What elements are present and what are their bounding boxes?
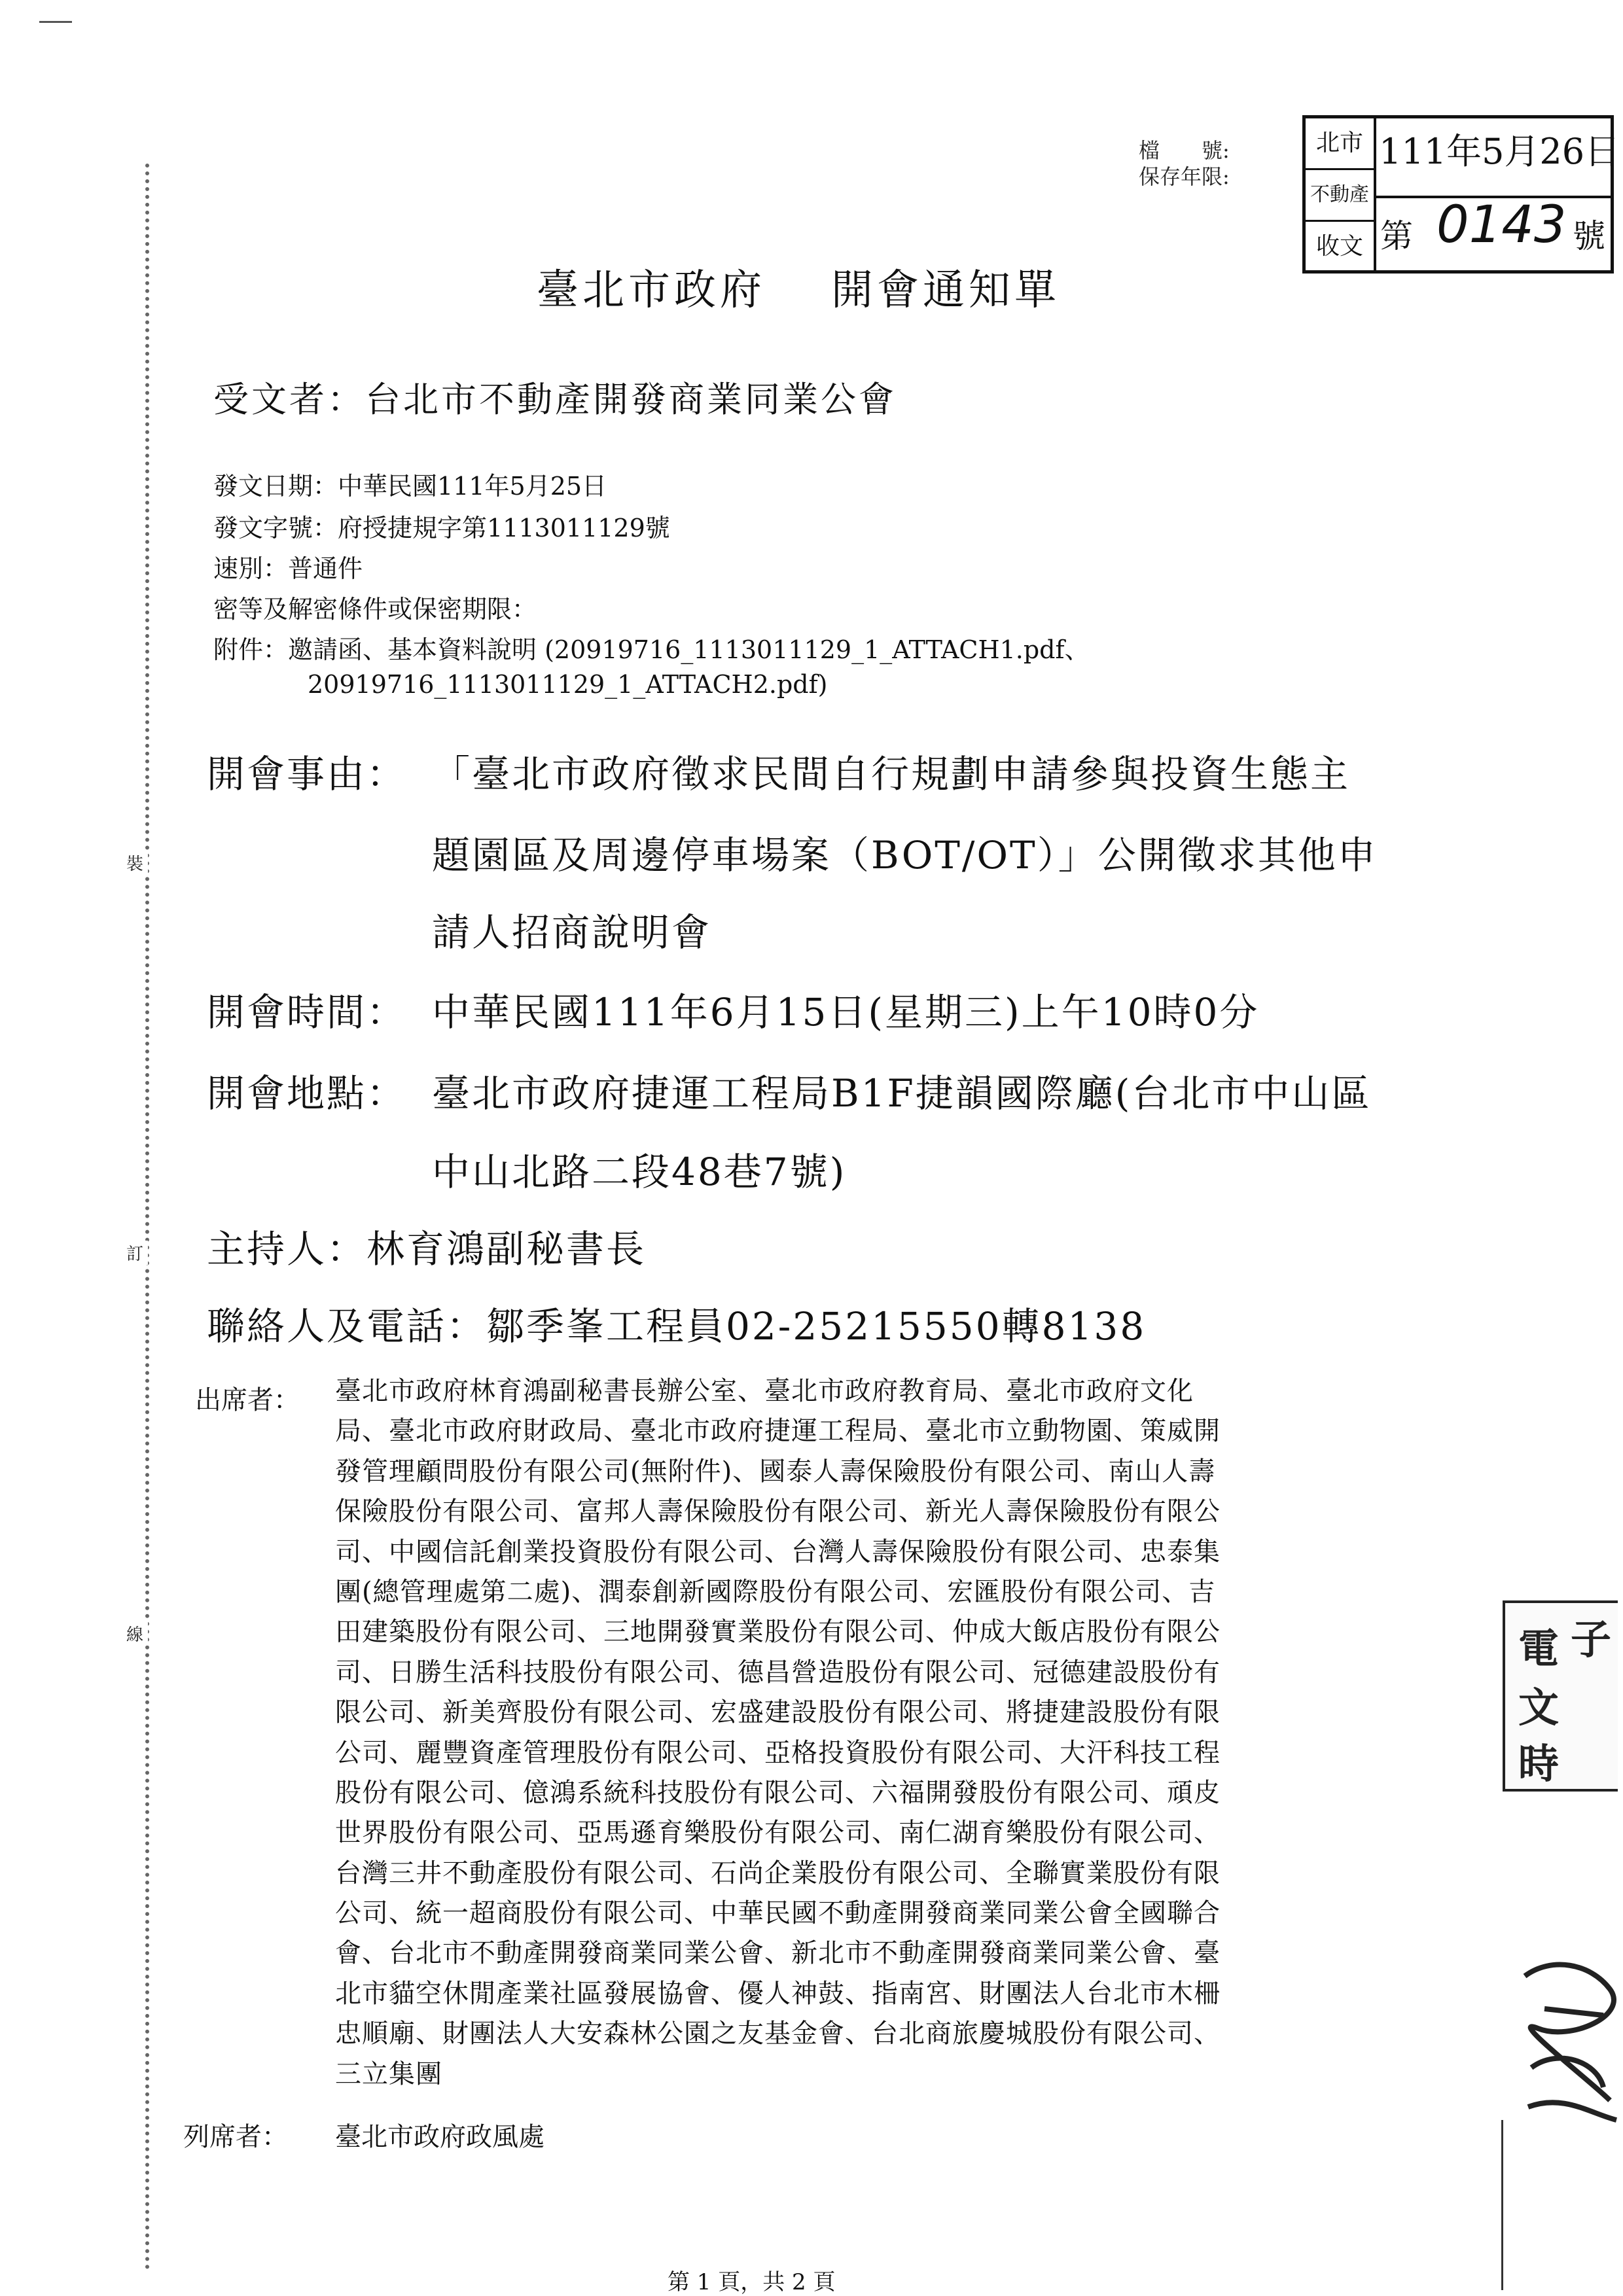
- seal-char: 文: [1518, 1684, 1560, 1731]
- attendees-line: 田建築股份有限公司、三地開發實業股份有限公司、仲成大飯店股份有限公: [335, 1617, 1221, 1648]
- attendees-line: 司、日勝生活科技股份有限公司、德昌營造股份有限公司、冠德建設股份有: [335, 1657, 1221, 1687]
- stamp-org-line2: 不動產: [1306, 170, 1374, 222]
- receipt-stamp: [1302, 115, 1620, 274]
- cc-value: 臺北市政府政風處: [335, 2122, 544, 2152]
- attendees-line: 會、台北市不動產開發商業同業公會、新北市不動產開發商業同業公會、臺: [335, 1938, 1221, 1969]
- page-title: [537, 256, 1126, 317]
- recipient: 受文者：台北市不動產開發商業同業公會: [213, 379, 897, 420]
- attendees-line: 三立集團: [335, 2058, 442, 2089]
- binding-mark-ding: 訂: [122, 1241, 148, 1265]
- attendees-line: 公司、統一超商股份有限公司、中華民國不動產開發商業同業公會全國聯合: [335, 1898, 1221, 1929]
- page-number: 第 1 頁，共 2 頁: [668, 2269, 836, 2295]
- archive-info: [1139, 137, 1230, 190]
- title-doc-type: 開會通知單: [831, 266, 1060, 315]
- stamp-org-line3: 收文: [1315, 233, 1363, 260]
- attendees-line: 限公司、新美齊股份有限公司、宏盛建設股份有限公司、將捷建設股份有限: [335, 1697, 1221, 1728]
- attendees-line: 司、中國信託創業投資股份有限公司、台灣人壽保險股份有限公司、忠泰集: [335, 1536, 1221, 1567]
- attendees-line: 保險股份有限公司、富邦人壽保險股份有限公司、新光人壽保險股份有限公: [335, 1496, 1221, 1527]
- attendees-line: 世界股份有限公司、亞馬遜育樂股份有限公司、南仁湖育樂股份有限公司、: [335, 1818, 1221, 1848]
- contact: 聯絡人及電話：鄒季峯工程員02-25215550轉8138: [207, 1304, 1147, 1349]
- stamp-org-line1: 北市: [1306, 118, 1374, 170]
- electronic-document-seal: [1503, 1600, 1618, 1792]
- doc-number: 發文字號：府授捷規字第1113011129號: [213, 514, 670, 542]
- binding-mark-zhuang: 裝: [122, 851, 148, 875]
- stamp-org: [1306, 118, 1376, 270]
- attendees-line: 臺北市政府林育鴻副秘書長辦公室、臺北市政府教育局、臺北市政府文化: [335, 1376, 1194, 1406]
- stamp-number-label: 第: [1380, 217, 1413, 255]
- issue-date: 發文日期：中華民國111年5月25日: [213, 472, 607, 501]
- attendees-label: 出席者：: [195, 1385, 300, 1415]
- meeting-place-line1: 臺北市政府捷運工程局B1F捷韻國際廳(台北市中山區: [432, 1071, 1372, 1116]
- subject-label: 開會事由：: [207, 752, 407, 796]
- attendees-line: 公司、麗豐資產管理股份有限公司、亞格投資股份有限公司、大汗科技工程: [335, 1737, 1221, 1768]
- file-no-label: 檔 號:: [1139, 138, 1230, 163]
- seal-char: 子: [1571, 1616, 1612, 1663]
- handwritten-signature: [1512, 1950, 1623, 2127]
- binding-gutter: [145, 164, 149, 2270]
- stamp-number-suffix: 號: [1573, 217, 1605, 255]
- attendees-line: 局、臺北市政府財政局、臺北市政府捷運工程局、臺北市立動物園、策威開: [335, 1416, 1221, 1447]
- subject-line3: 請人招商說明會: [432, 910, 712, 955]
- cc-label: 列席者：: [183, 2122, 288, 2152]
- attachments-line1: 附件：邀請函、基本資料說明 (20919716_1113011129_1_ATTACH1.pdf、: [213, 635, 1090, 664]
- attendees-line: 團(總管理處第二處)、潤泰創新國際股份有限公司、宏匯股份有限公司、吉: [335, 1576, 1216, 1607]
- place-label: 開會地點：: [207, 1071, 407, 1116]
- attendees-line: 北市貓空休閒產業社區發展協會、優人神鼓、指南宮、財團法人台北市木柵: [335, 1978, 1221, 2009]
- stamp-date: 111年5月26日: [1379, 131, 1620, 172]
- stamp-number: 0143: [1436, 196, 1567, 255]
- meeting-time: 中華民國111年6月15日(星期三)上午10時0分: [432, 990, 1260, 1034]
- title-issuer: 臺北市政府: [537, 266, 766, 315]
- edge-line: [1501, 2120, 1503, 2290]
- attendees-line: 發管理顧問股份有限公司(無附件)、國泰人壽保險股份有限公司、南山人壽: [335, 1456, 1216, 1487]
- subject-line2: 題園區及周邊停車場案（BOT/OT）」公開徵求其他申: [432, 833, 1378, 877]
- attendees-line: 忠順廟、財團法人大安森林公園之友基金會、台北商旅慶城股份有限公司、: [335, 2019, 1221, 2049]
- speed-class: 速別：普通件: [213, 554, 363, 583]
- binding-mark-xian: 線: [122, 1621, 148, 1646]
- retention-label: 保存年限:: [1139, 164, 1230, 189]
- seal-char: 電: [1518, 1625, 1560, 1672]
- subject-line1: 「臺北市政府徵求民間自行規劃申請參與投資生態主: [432, 752, 1351, 796]
- host: 主持人：林育鴻副秘書長: [207, 1227, 647, 1271]
- attendees-line: 股份有限公司、億鴻系統科技股份有限公司、六福開發股份有限公司、頑皮: [335, 1777, 1221, 1808]
- attendees-list: [335, 1371, 1221, 2094]
- meeting-place-line2: 中山北路二段48巷7號): [432, 1150, 847, 1194]
- secrecy-level: 密等及解密條件或保密期限：: [213, 595, 537, 624]
- time-label: 開會時間：: [207, 990, 407, 1034]
- attendees-line: 台灣三井不動產股份有限公司、石尚企業股份有限公司、全聯實業股份有限: [335, 1858, 1221, 1888]
- seal-char: 時: [1518, 1740, 1560, 1788]
- corner-mark: [39, 21, 72, 23]
- attachments-line2: 20919716_1113011129_1_ATTACH2.pdf): [308, 670, 828, 699]
